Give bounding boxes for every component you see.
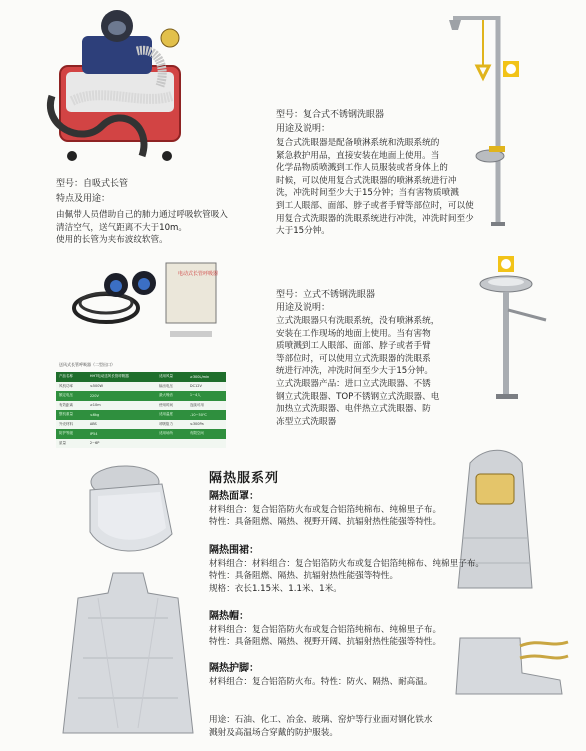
item-line: 材料组合：材料组合：复合铝箔防火布或复合铝箔纯棉布、纯棉里子布。	[209, 558, 485, 569]
table-row: 外壳材料 ABS 呼吸阻力 ≤300Pa	[56, 420, 226, 430]
desc-line: 洗，冲洗时间至少大于15分钟；当有害物质喷溅	[276, 188, 459, 199]
item-line: 特性：具备阻燃、隔热、抗辐射热性能强等特性。	[209, 571, 399, 582]
desc-line: 钢立式洗眼器、TOP不锈钢立式洗眼器、电	[276, 391, 440, 402]
item-name: 隔热围裙：	[209, 545, 259, 556]
item-line: 材料组合：复合铝箔防火布或复合铝箔纯棉布、纯棉里子布。	[209, 624, 442, 635]
stand-eyewash-usage-title: 用途及说明：	[276, 303, 331, 313]
usage-line: 用途：石油、化工、冶金、玻璃、窑炉等行业面对钢化铁水	[209, 715, 433, 725]
item-name: 隔热帽：	[209, 611, 249, 622]
device-caption: 送风式长管呼吸器（二型出口）	[59, 362, 115, 367]
long-tube-model: 型号：自吸式长管	[56, 179, 129, 189]
desc-line: 立式洗眼器产品：进口立式洗眼器、不锈	[276, 378, 431, 389]
stand-eyewash-image	[476, 250, 556, 405]
table-row: 质量 2~6P	[56, 439, 226, 449]
item-name: 隔热面罩：	[209, 491, 259, 502]
combo-eyewash-desc	[276, 137, 474, 238]
powered-air-respirator-image	[66, 253, 221, 343]
table-row: 产品名称 HHT电动送风长管呼吸器 适用风量 ≥300L/min	[56, 372, 226, 382]
heat-series-title: 隔热服系列	[209, 471, 280, 486]
item-line: 特性：具备阻燃、隔热、视野开阔、抗辐射热性能强等特性。	[209, 517, 442, 528]
table-row: 风机功率 ≤500W 输出电压 DC12V	[56, 382, 226, 392]
desc-line: 复合式洗眼器是配备喷淋系统和洗眼系统的	[276, 138, 440, 148]
heat-usage	[209, 714, 432, 739]
desc-line: 安装在工作现场的地面上使用。当有害物	[276, 328, 431, 339]
heat-item-hood	[209, 611, 441, 649]
long-tube-desc	[56, 209, 228, 247]
desc-line: 到工人眼部、面部、脖子或者手臂等部位时，可以使	[276, 200, 474, 211]
device-spec-table	[56, 372, 226, 448]
item-line: 材料组合：复合铝箔防火布。特性：防火、隔热、耐高温。	[209, 676, 433, 687]
heat-item-foot-cover	[209, 663, 432, 688]
item-line: 特性：具备阻燃、隔热、视野开阔、抗辐射热性能强等特性。	[209, 637, 442, 648]
table-row: 防护等级 IP54 适用场所 有限空间	[56, 429, 226, 439]
heat-apron-image	[58, 568, 198, 738]
item-line: 规格：衣长1.15米、1.1米、1米。	[209, 583, 342, 594]
desc-line: 加热立式洗眼器、电伴热立式洗眼器、防	[276, 404, 431, 415]
desc-line: 清洁空气，送气距离不大于10m。	[56, 222, 188, 233]
long-tube-feature-title: 特点及用途：	[56, 194, 111, 204]
desc-line: 冻型立式洗眼器	[276, 416, 337, 427]
desc-line: 由佩带人员借助自己的肺力通过呼吸软管吸入	[56, 210, 228, 220]
combo-eyewash-model: 型号：复合式不锈钢洗眼器	[276, 110, 385, 120]
heat-foot-cover-image	[450, 628, 570, 700]
desc-line: 使用的长管为夹布波纹软管。	[56, 235, 168, 246]
heat-item-apron	[209, 545, 484, 595]
desc-line: 质喷溅到工人眼部、面部、脖子或者手臂	[276, 341, 431, 352]
usage-line: 溅射及高温场合穿戴的防护服装。	[209, 727, 338, 738]
stand-eyewash-model: 型号：立式不锈钢洗眼器	[276, 290, 376, 300]
desc-line: 等部位时，可以使用立式洗眼器的洗眼系	[276, 353, 431, 364]
combo-eyewash-usage-title: 用途及说明：	[276, 124, 331, 134]
long-tube-respirator-image	[42, 6, 197, 166]
table-row: 整机重量 ≤6kg 适用温度 -10~50℃	[56, 410, 226, 420]
desc-line: 化学品物质喷溅到工作人员服装或者身体上的	[276, 163, 448, 174]
desc-line: 统进行冲洗，冲洗时间至少大于15分钟。	[276, 366, 434, 377]
desc-line: 时候，可以使用复合式洗眼器的喷淋系统进行冲	[276, 175, 457, 186]
heat-item-face-shield	[209, 491, 441, 529]
item-name: 隔热护脚：	[209, 663, 259, 674]
item-line: 材料组合：复合铝箔防火布或复合铝箔纯棉布、纯棉里子布。	[209, 504, 442, 515]
device-label-top: 电动式长管呼吸器	[178, 271, 219, 277]
stand-eyewash-desc	[276, 315, 439, 428]
device-spec-table-wrap	[56, 372, 226, 460]
desc-line: 用复合式洗眼器的洗眼系统进行冲洗，冲洗时间至少	[276, 213, 474, 224]
desc-line: 大于15分钟。	[276, 226, 330, 237]
table-row: 有效距离 ≥10m 使用时间 连续可用	[56, 401, 226, 411]
heat-face-shield-image	[80, 462, 180, 562]
desc-line: 立式洗眼器只有洗眼系统，没有喷淋系统，	[276, 316, 440, 326]
desc-line: 紧急救护用品，直接安装在地面上使用。当	[276, 150, 440, 161]
table-row: 额定电压 220V 最大噪音 1~4人	[56, 391, 226, 401]
